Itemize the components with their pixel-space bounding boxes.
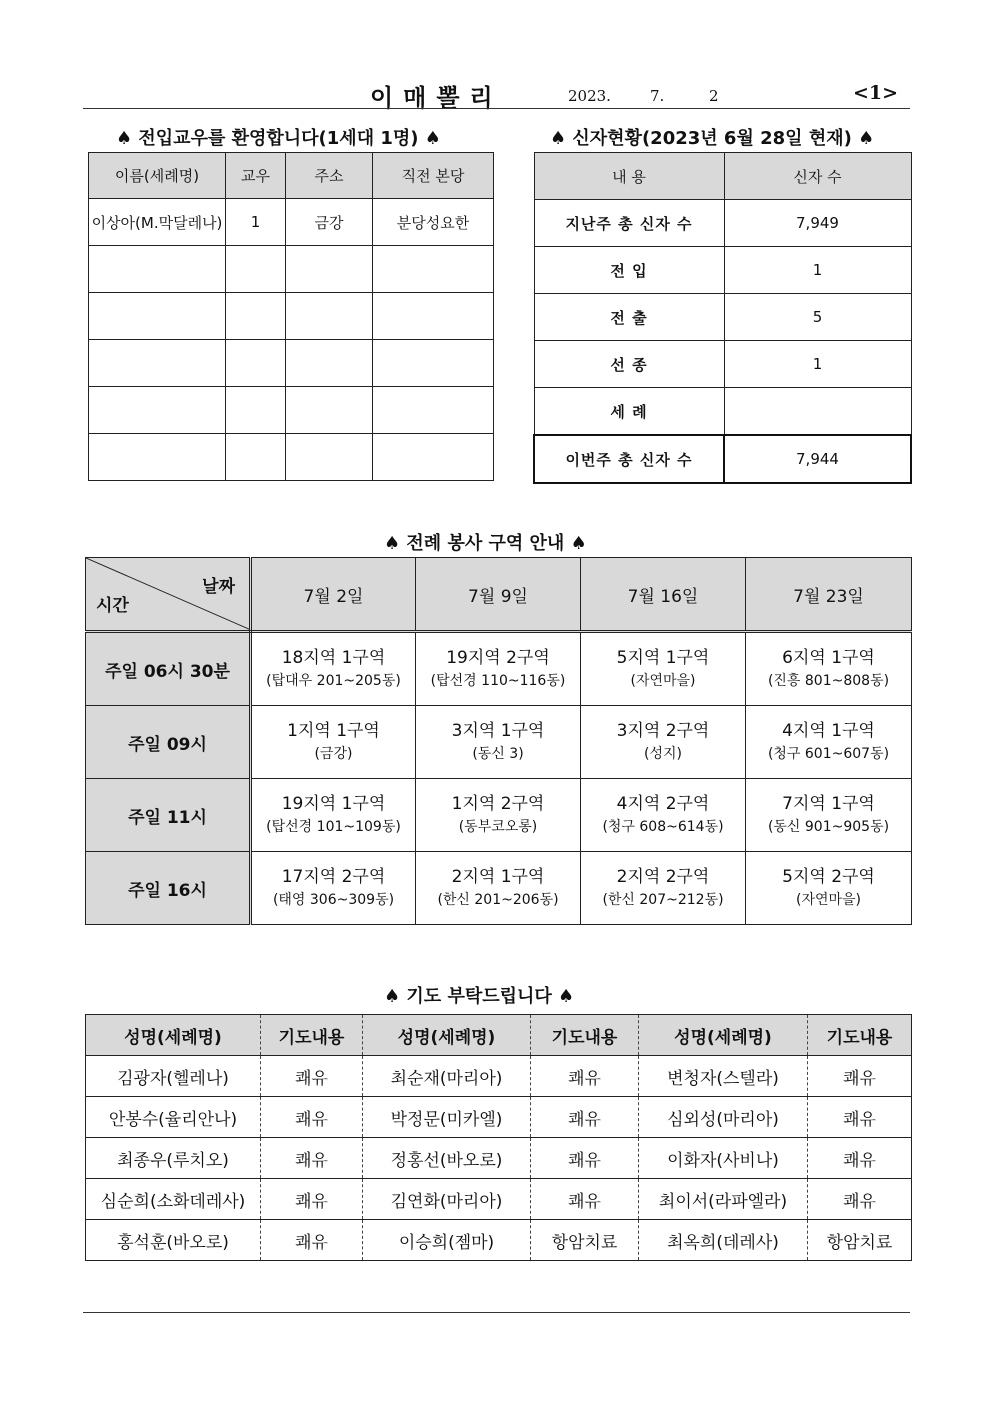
- area-detail: (자연마을): [795, 892, 862, 908]
- welcome-cell: [89, 434, 226, 481]
- area-label: 5지역 1구역: [616, 648, 710, 668]
- welcome-header-cell: 이름(세례명): [89, 153, 226, 199]
- prayer-name-cell: 변청자(스텔라): [639, 1056, 808, 1097]
- prayer-name-cell: 김광자(헬레나): [86, 1056, 261, 1097]
- prayer-intent-cell: 쾌유: [808, 1138, 912, 1179]
- bulletin-title: 이매뽈리: [370, 84, 503, 112]
- table-row: [534, 435, 911, 483]
- prayer-name-cell: 최옥희(데레사): [639, 1220, 808, 1261]
- schedule-date-header: 7월 23일: [746, 558, 912, 632]
- area-detail: (탑선경 101~109동): [266, 819, 401, 835]
- table-row: [86, 1056, 912, 1097]
- prayer-intent-cell: 쾌유: [261, 1056, 363, 1097]
- schedule-cell: [581, 779, 746, 852]
- table-row: [89, 293, 494, 340]
- table-row: [86, 1138, 912, 1179]
- welcome-cell: [373, 293, 494, 340]
- schedule-time-cell: 주일 09시: [86, 706, 251, 779]
- schedule-cell: [416, 852, 581, 925]
- schedule-cell: [746, 852, 912, 925]
- prayer-name-cell: 최이서(라파엘라): [639, 1179, 808, 1220]
- table-row: [89, 199, 494, 246]
- prayer-intent-cell: 쾌유: [808, 1179, 912, 1220]
- welcome-cell: [89, 293, 226, 340]
- status-value-cell: 1: [724, 247, 911, 294]
- welcome-cell: [373, 246, 494, 293]
- area-label: 3지역 2구역: [616, 721, 710, 741]
- area-label: 19지역 1구역: [281, 794, 386, 814]
- welcome-cell: 이상아(M.막달레나): [89, 199, 226, 246]
- area-label: 19지역 2구역: [446, 648, 550, 668]
- table-row: [86, 852, 912, 925]
- welcome-cell: [226, 434, 286, 481]
- status-value-cell: 7,949: [724, 200, 911, 247]
- page-number: <1>: [853, 82, 899, 104]
- date-year: 2023.: [568, 87, 611, 105]
- welcome-cell: [373, 387, 494, 434]
- table-row: [534, 294, 911, 341]
- schedule-time-cell: 주일 16시: [86, 852, 251, 925]
- date-day: 2: [709, 87, 719, 105]
- schedule-cell: [416, 706, 581, 779]
- schedule-table: [85, 557, 912, 925]
- schedule-date-header: 7월 9일: [416, 558, 581, 632]
- area-label: 1지역 1구역: [287, 721, 380, 741]
- welcome-cell: [89, 340, 226, 387]
- table-row: [86, 632, 912, 706]
- table-row: [86, 1220, 912, 1261]
- status-label-cell: 세 례: [534, 388, 724, 436]
- date-month: 7.: [650, 87, 665, 105]
- status-value-cell: [724, 388, 911, 436]
- header-rule: [83, 108, 910, 109]
- prayer-intent-cell: 쾌유: [261, 1179, 363, 1220]
- status-label-cell: 전 출: [534, 294, 724, 341]
- table-row: [534, 247, 911, 294]
- prayer-intent-cell: 항암치료: [808, 1220, 912, 1261]
- welcome-cell: [226, 340, 286, 387]
- table-row: [86, 706, 912, 779]
- prayer-header-cell: 기도내용: [261, 1015, 363, 1056]
- schedule-cell: [581, 632, 746, 706]
- area-detail: (동신 901~905동): [767, 819, 890, 835]
- schedule-cell: [251, 779, 416, 852]
- prayer-name-cell: 심외성(마리아): [639, 1097, 808, 1138]
- table-row: [534, 341, 911, 388]
- prayer-name-cell: 안봉수(율리안나): [86, 1097, 261, 1138]
- prayer-intent-cell: 쾌유: [531, 1097, 639, 1138]
- area-detail: (진흥 801~808동): [767, 673, 890, 689]
- status-label-cell: 이번주 총 신자 수: [534, 435, 724, 483]
- area-label: 2지역 2구역: [616, 867, 710, 887]
- status-value-cell: 5: [724, 294, 911, 341]
- welcome-header-cell: 교우: [226, 153, 286, 199]
- area-label: 18지역 1구역: [281, 648, 386, 668]
- welcome-cell: [286, 387, 373, 434]
- welcome-cell: [226, 246, 286, 293]
- area-label: 4지역 1구역: [782, 721, 875, 741]
- welcome-cell: [286, 293, 373, 340]
- table-row: [534, 200, 911, 247]
- prayer-intent-cell: 항암치료: [531, 1220, 639, 1261]
- status-title: ♠ 신자현황(2023년 6월 28일 현재) ♠: [550, 128, 875, 149]
- area-detail: (동신 3): [472, 746, 524, 762]
- schedule-time-cell: 주일 11시: [86, 779, 251, 852]
- area-detail: (태영 306~309동): [272, 892, 395, 908]
- prayer-name-cell: 최순재(마리아): [363, 1056, 531, 1097]
- prayer-intent-cell: 쾌유: [808, 1056, 912, 1097]
- status-value-cell: 7,944: [724, 435, 911, 483]
- footer-rule: [83, 1312, 910, 1313]
- schedule-cell: [416, 779, 581, 852]
- area-label: 17지역 2구역: [281, 867, 386, 887]
- table-row: [89, 387, 494, 434]
- area-detail: (청구 601~607동): [767, 746, 890, 762]
- prayer-title: ♠ 기도 부탁드립니다 ♠: [384, 986, 575, 1007]
- welcome-cell: [373, 340, 494, 387]
- prayer-header-cell: 기도내용: [531, 1015, 639, 1056]
- area-detail: (탑선경 110~116동): [430, 673, 566, 689]
- corner-date-label: 날짜: [202, 577, 235, 597]
- prayer-intent-cell: 쾌유: [531, 1179, 639, 1220]
- prayer-intent-cell: 쾌유: [808, 1097, 912, 1138]
- welcome-title: ♠ 전입교우를 환영합니다(1세대 1명) ♠: [116, 128, 441, 149]
- prayer-name-cell: 김연화(마리아): [363, 1179, 531, 1220]
- status-header-cell: 내 용: [534, 153, 724, 200]
- schedule-cell: [746, 779, 912, 852]
- area-label: 1지역 2구역: [451, 794, 545, 814]
- status-label-cell: 지난주 총 신자 수: [534, 200, 724, 247]
- prayer-intent-cell: 쾌유: [261, 1097, 363, 1138]
- prayer-header-cell: 성명(세례명): [363, 1015, 531, 1056]
- prayer-header-cell: 기도내용: [808, 1015, 912, 1056]
- welcome-cell: [373, 434, 494, 481]
- area-detail: (성지): [644, 746, 682, 762]
- schedule-cell: [251, 632, 416, 706]
- status-header-cell: 신자 수: [724, 153, 911, 200]
- area-label: 4지역 2구역: [616, 794, 710, 814]
- welcome-cell: [286, 434, 373, 481]
- table-row: [89, 434, 494, 481]
- area-label: 7지역 1구역: [782, 794, 875, 814]
- prayer-name-cell: 이승희(젬마): [363, 1220, 531, 1261]
- table-row: [89, 340, 494, 387]
- status-value-cell: 1: [724, 341, 911, 388]
- area-label: 2지역 1구역: [451, 867, 545, 887]
- status-table: [533, 152, 912, 484]
- schedule-cell: [251, 706, 416, 779]
- schedule-title: ♠ 전례 봉사 구역 안내 ♠: [384, 533, 587, 554]
- prayer-intent-cell: 쾌유: [261, 1138, 363, 1179]
- schedule-time-cell: 주일 06시 30분: [86, 632, 251, 706]
- area-detail: (금강): [314, 746, 353, 762]
- schedule-cell: [746, 632, 912, 706]
- area-detail: (청구 608~614동): [602, 819, 724, 835]
- table-row: [86, 1097, 912, 1138]
- table-row: [86, 1179, 912, 1220]
- schedule-date-header: 7월 16일: [581, 558, 746, 632]
- schedule-cell: [251, 852, 416, 925]
- area-detail: (한신 201~206동): [437, 892, 559, 908]
- table-row: [534, 388, 911, 436]
- status-label-cell: 선 종: [534, 341, 724, 388]
- area-detail: (한신 207~212동): [602, 892, 724, 908]
- area-label: 5지역 2구역: [782, 867, 875, 887]
- area-detail: (동부코오롱): [458, 819, 538, 835]
- schedule-date-header: 7월 2일: [251, 558, 416, 632]
- welcome-table: [88, 152, 494, 481]
- prayer-header-cell: 성명(세례명): [639, 1015, 808, 1056]
- status-label-cell: 전 입: [534, 247, 724, 294]
- welcome-header-cell: 주소: [286, 153, 373, 199]
- prayer-intent-cell: 쾌유: [261, 1220, 363, 1261]
- schedule-cell: [746, 706, 912, 779]
- welcome-cell: [286, 340, 373, 387]
- welcome-cell: 분당성요한: [373, 199, 494, 246]
- welcome-cell: [286, 246, 373, 293]
- welcome-cell: 금강: [286, 199, 373, 246]
- corner-time-label: 시간: [96, 596, 129, 616]
- prayer-header-cell: 성명(세례명): [86, 1015, 261, 1056]
- prayer-intent-cell: 쾌유: [531, 1056, 639, 1097]
- area-label: 6지역 1구역: [782, 648, 875, 668]
- prayer-table: [85, 1014, 912, 1261]
- prayer-name-cell: 홍석훈(바오로): [86, 1220, 261, 1261]
- prayer-name-cell: 박정문(미카엘): [363, 1097, 531, 1138]
- area-label: 3지역 1구역: [451, 721, 545, 741]
- prayer-intent-cell: 쾌유: [531, 1138, 639, 1179]
- schedule-cell: [581, 706, 746, 779]
- area-detail: (탑대우 201~205동): [266, 673, 401, 689]
- table-row: [86, 779, 912, 852]
- schedule-corner-cell: [86, 558, 251, 632]
- welcome-header-cell: 직전 본당: [373, 153, 494, 199]
- welcome-cell: [226, 387, 286, 434]
- table-row: [89, 246, 494, 293]
- prayer-name-cell: 최종우(루치오): [86, 1138, 261, 1179]
- schedule-cell: [581, 852, 746, 925]
- prayer-name-cell: 이화자(사비나): [639, 1138, 808, 1179]
- area-detail: (자연마을): [630, 673, 696, 689]
- prayer-name-cell: 심순희(소화데레사): [86, 1179, 261, 1220]
- welcome-cell: 1: [226, 199, 286, 246]
- welcome-cell: [89, 387, 226, 434]
- prayer-name-cell: 정홍선(바오로): [363, 1138, 531, 1179]
- welcome-cell: [226, 293, 286, 340]
- schedule-cell: [416, 632, 581, 706]
- welcome-cell: [89, 246, 226, 293]
